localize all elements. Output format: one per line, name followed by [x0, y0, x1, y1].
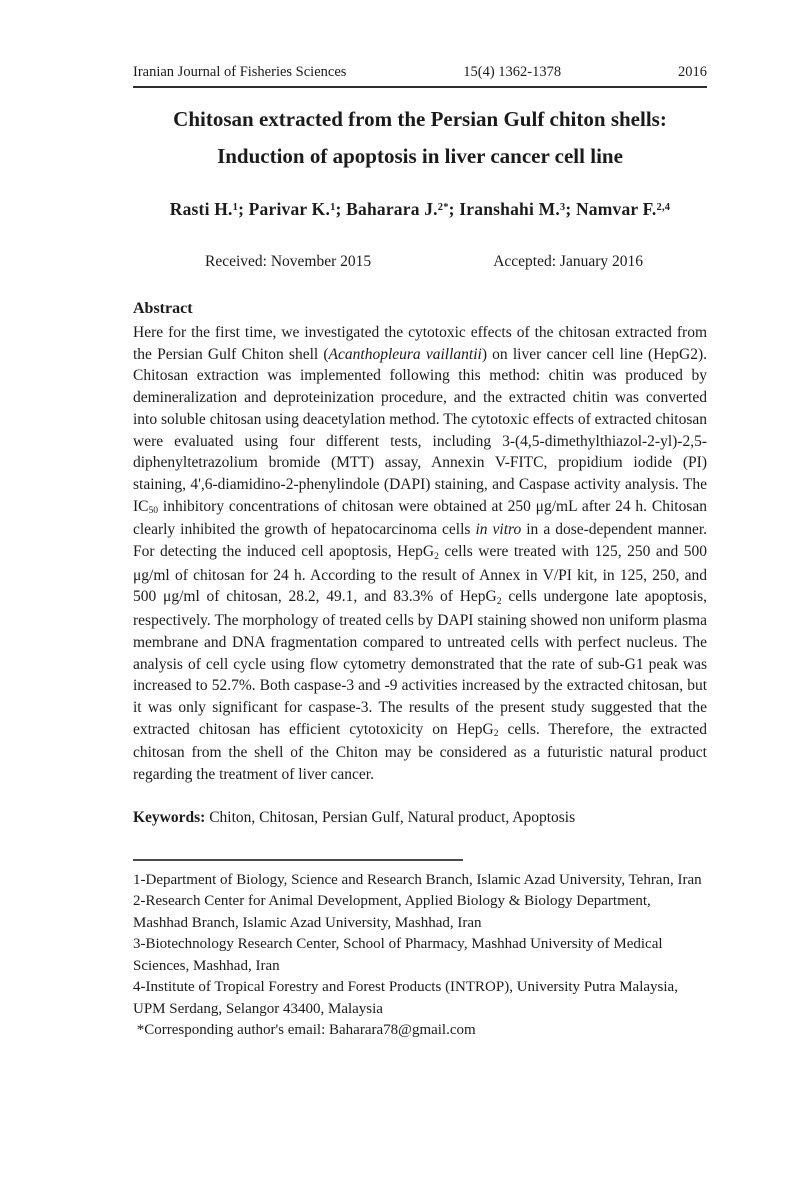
dates-row — [133, 253, 707, 271]
footnotes-block — [133, 870, 707, 1042]
journal-year: 2016 — [677, 64, 707, 80]
authors-line: Rasti H.$^1$; Parivar K.$^1$; Baharara J.$^{2*}$; Iranshahi M.$^3$; Namvar F.$^{2,4}$ — [169, 199, 671, 219]
abstract-text: Here for the first time, we investigated the cytotoxic effects of the chitosan extracted from the Persian Gulf Chiton shell (Acanthopleura vaillantii) on liver cancer cell line (HepG2). Chitosan extraction was implemented following this method: chitin was produced by demineralization and deproteinization procedure, and the extracted chitin was converted into soluble chitosan using deacetylation method. The cytotoxic effects of extracted chitosan were evaluated using four different tests, including 3-(4,5-dimethylthiazol-2-yl)-2,5-diphenyltetrazolium bromide (MTT) assay, Annexin V-FITC, propidium iodide (PI) staining, 4',6-diamidino-2-phenylindole (DAPI) staining, and Caspase activity analysis. The $IC_{50}$ inhibitory concentrations of chitosan were obtained at 250 μg/mL after 24 h. Chitosan clearly inhibited the growth of hepatocarcinoma cells in vitro in a dose-dependent manner. For detecting the induced cell apoptosis, HepG$_2$ cells were treated with 125, 250 and 500 μg/ml of chitosan for 24 h. According to the result of Annex in V/PI kit, in 125, 250, and 500 μg/ml of chitosan, 28.2, 49.1, and 83.3% of HepG$_2$ cells undergone late apoptosis, respectively. The morphology of treated cells by DAPI staining showed non uniform plasma membrane and DNA fragmentation compared to untreated cells with perfect nucleus. The analysis of cell cycle using flow cytometry demonstrated that the rate of sub-G1 peak was increased to 52.7%. Both caspase-3 and -9 activities increased by the extracted chitosan, but it was only significant for caspase-3. The results of the present study suggested that the extracted chitosan has efficient cytotoxicity on HepG$_2$ cells. Therefore, the extracted chitosan from the shell of the Chiton may be considered as a futuristic natural product regarding the treatment of liver cancer. — [133, 324, 708, 784]
footnote-affiliation-2: 2-Research Center for Animal Development, Applied Biology & Biology Department, Mashhad Branch, Islamic Azad University, Mashhad, Iran — [133, 893, 655, 931]
page-content — [133, 64, 707, 1042]
footnote-affiliation-4: 4-Institute of Tropical Forestry and Forest Products (INTROP), University Putra Malaysia, UPM Serdang, Selangor 43400, Malaysia — [133, 979, 682, 1017]
journal-issue-pages: 15(4) 1362-1378 — [463, 64, 562, 80]
received-date: Received: November 2015 — [205, 253, 372, 270]
paper-title-line2: Induction of apoptosis in liver cancer cell line — [217, 144, 623, 168]
footnote-affiliation-3: 3-Biotechnology Research Center, School of Pharmacy, Mashhad University of Medical Sciences, Mashhad, Iran — [133, 936, 667, 974]
journal-header — [133, 64, 707, 88]
paper-title — [133, 101, 707, 175]
journal-name: Iranian Journal of Fisheries Sciences — [133, 64, 347, 80]
footnote-affiliation-1: 1-Department of Biology, Science and Research Branch, Islamic Azad University, Tehran, Iran — [133, 871, 702, 888]
footnote-corresponding-email: *Corresponding author's email: Baharara78@gmail.com — [133, 1022, 476, 1039]
footnote-separator — [133, 859, 463, 861]
accepted-date: Accepted: January 2016 — [493, 253, 643, 270]
keywords-line: Keywords: Chiton, Chitosan, Persian Gulf, Natural product, Apoptosis — [133, 808, 576, 826]
paper-title-line1: Chitosan extracted from the Persian Gulf chiton shells: — [173, 107, 667, 131]
abstract-heading: Abstract — [133, 300, 193, 317]
